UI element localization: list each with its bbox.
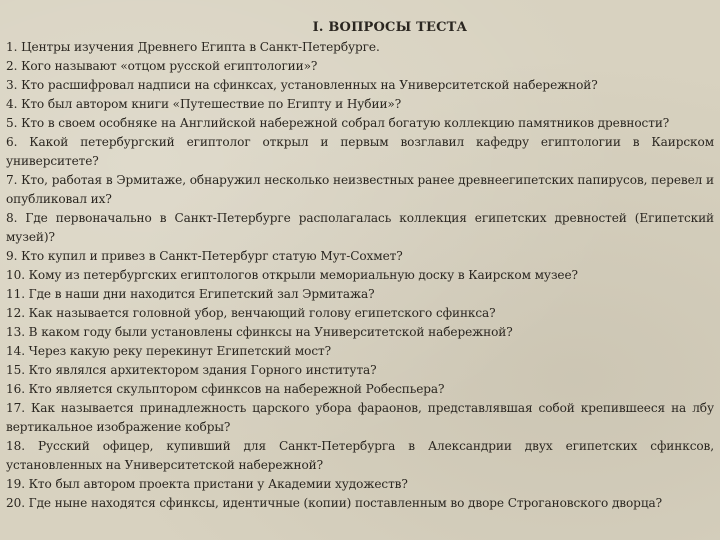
question-item: 4. Кто был автором книги «Путешествие по Египту и Нубии»?	[6, 97, 402, 111]
question-item: 10. Кому из петербургских египтологов открыли мемориальную доску в Каирском музее?	[6, 268, 578, 282]
question-item: 15. Кто являлся архитектором здания Горного института?	[6, 363, 377, 377]
question-item: 2. Кого называют «отцом русской египтологии»?	[6, 59, 318, 73]
question-item: 12. Как называется головной убор, венчающий голову египетского сфинкса?	[6, 306, 496, 320]
question-item: 18. Русский офицер, купивший для Санкт-Петербурга в Александрии двух египетских сфинксов, установленных на Университетской набережной?	[6, 439, 714, 472]
question-item: 16. Кто является скульптором сфинксов на набережной Робеспьера?	[6, 382, 445, 396]
question-item: 19. Кто был автором проекта пристани у Академии художеств?	[6, 477, 408, 491]
question-item: 5. Кто в своем особняке на Английской набережной собрал богатую коллекцию памятников древности?	[6, 116, 670, 130]
question-item: 8. Где первоначально в Санкт-Петербурге располагалась коллекция египетских древностей (Египетский музей)?	[6, 211, 714, 244]
question-item: 1. Центры изучения Древнего Египта в Санкт-Петербурге.	[6, 40, 380, 54]
question-item: 3. Кто расшифровал надписи на сфинксах, установленных на Университетской набережной?	[6, 78, 598, 92]
question-item: 11. Где в наши дни находится Египетский зал Эрмитажа?	[6, 287, 375, 301]
question-item: 14. Через какую реку перекинут Египетский мост?	[6, 344, 331, 358]
question-item: 7. Кто, работая в Эрмитаже, обнаружил несколько неизвестных ранее древнеегипетских папирусов, перевел и опубликовал их?	[6, 173, 714, 206]
question-item: 20. Где ныне находятся сфинксы, идентичные (копии) поставленным во дворе Строгановского дворца?	[6, 496, 662, 510]
question-item: 13. В каком году были установлены сфинксы на Университетской набережной?	[6, 325, 513, 339]
question-item: 9. Кто купил и привез в Санкт-Петербург статую Мут-Сохмет?	[6, 249, 403, 263]
question-item: 6. Какой петербургский египтолог открыл и первым возглавил кафедру египтологии в Каирском университете?	[6, 135, 714, 168]
page-title: I. ВОПРОСЫ ТЕСТА	[312, 20, 468, 35]
question-list	[6, 38, 714, 513]
question-item: 17. Как называется принадлежность царского убора фараонов, представлявшая собой крепившееся на лбу вертикальное изображение кобры?	[6, 401, 714, 434]
